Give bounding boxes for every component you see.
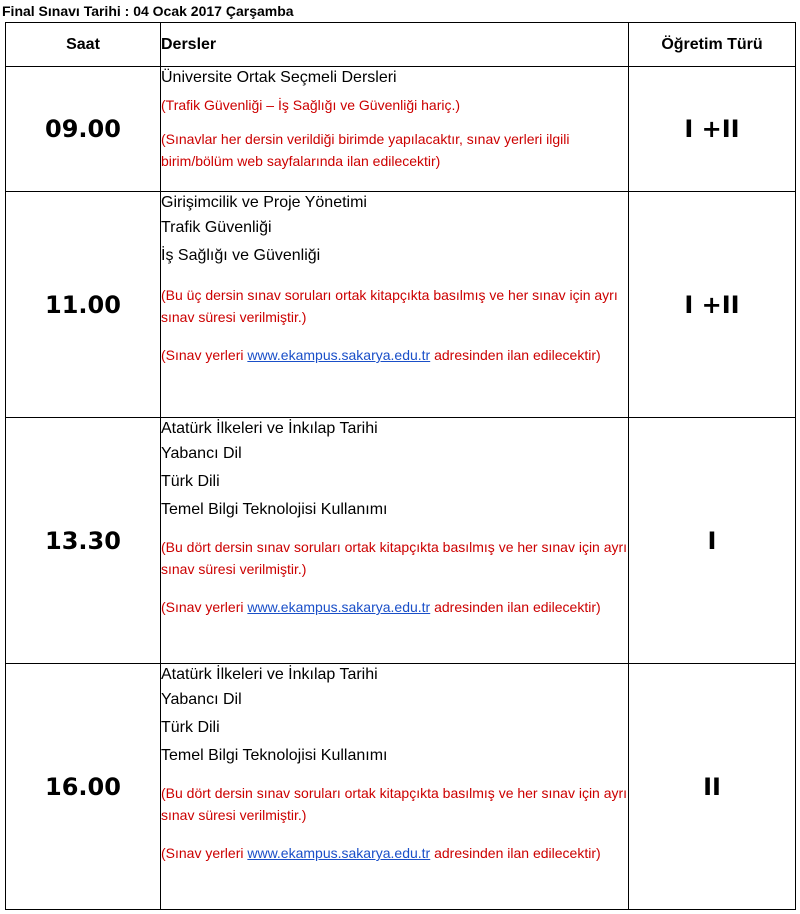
ekampus-link[interactable]: www.ekampus.sakarya.edu.tr bbox=[247, 599, 431, 615]
location-note bbox=[161, 344, 628, 366]
exam-note: (Bu dört dersin sınav soruları ortak kitapçıkta basılmış ve her sınav için ayrı sınav süresi verilmiştir.) bbox=[161, 785, 628, 823]
table-header-row bbox=[6, 23, 796, 67]
row-time: 09.00 bbox=[6, 67, 161, 192]
ekampus-link[interactable]: www.ekampus.sakarya.edu.tr bbox=[247, 347, 431, 363]
header-time: Saat bbox=[6, 23, 161, 67]
exam-note: (Sınavlar her dersin verildiği birimde yapılacaktır, sınav yerleri ilgili birim/bölüm web sayfalarında ilan edilecektir) bbox=[161, 131, 570, 169]
table-row bbox=[6, 664, 796, 910]
course-name: Türk Dili bbox=[161, 473, 220, 490]
row-courses bbox=[161, 192, 629, 418]
row-education-type: I +II bbox=[629, 192, 796, 418]
exam-note: (Bu dört dersin sınav soruları ortak kitapçıkta basılmış ve her sınav için ayrı sınav süresi verilmiştir.) bbox=[161, 539, 628, 577]
row-education-type: II bbox=[629, 664, 796, 910]
exclusion-note: (Trafik Güvenliği – İş Sağlığı ve Güvenliği hariç.) bbox=[161, 97, 461, 113]
course-name: Temel Bilgi Teknolojisi Kullanımı bbox=[161, 747, 388, 764]
course-name: Atatürk İlkeleri ve İnkılap Tarihi bbox=[161, 420, 378, 437]
course-name: Atatürk İlkeleri ve İnkılap Tarihi bbox=[161, 666, 378, 683]
row-time: 11.00 bbox=[6, 192, 161, 418]
course-name: Girişimcilik ve Proje Yönetimi bbox=[161, 194, 367, 211]
row-education-type: I +II bbox=[629, 67, 796, 192]
row-courses bbox=[161, 418, 629, 664]
exam-note: (Bu üç dersin sınav soruları ortak kitapçıkta basılmış ve her sınav için ayrı sınav süresi verilmiştir.) bbox=[161, 287, 618, 325]
course-name: Trafik Güvenliği bbox=[161, 219, 272, 236]
course-name: Yabancı Dil bbox=[161, 691, 242, 708]
ekampus-link[interactable]: www.ekampus.sakarya.edu.tr bbox=[247, 845, 431, 861]
row-time: 16.00 bbox=[6, 664, 161, 910]
table-row bbox=[6, 67, 796, 192]
table-row bbox=[6, 418, 796, 664]
course-name: İş Sağlığı ve Güvenliği bbox=[161, 247, 321, 264]
location-note-prefix: (Sınav yerleri bbox=[161, 347, 248, 363]
header-type: Öğretim Türü bbox=[629, 23, 796, 67]
course-name: Üniversite Ortak Seçmeli Dersleri bbox=[161, 69, 397, 86]
row-courses bbox=[161, 67, 629, 192]
course-name: Yabancı Dil bbox=[161, 445, 242, 462]
course-name: Türk Dili bbox=[161, 719, 220, 736]
location-note-suffix: adresinden ilan edilecektir) bbox=[430, 599, 601, 615]
location-note-prefix: (Sınav yerleri bbox=[161, 845, 248, 861]
exam-schedule-table bbox=[5, 22, 796, 910]
location-note-suffix: adresinden ilan edilecektir) bbox=[430, 347, 601, 363]
course-name: Temel Bilgi Teknolojisi Kullanımı bbox=[161, 501, 388, 518]
row-education-type: I bbox=[629, 418, 796, 664]
page-title: Final Sınavı Tarihi : 04 Ocak 2017 Çarşamba bbox=[2, 3, 294, 19]
location-note-prefix: (Sınav yerleri bbox=[161, 599, 248, 615]
row-time: 13.30 bbox=[6, 418, 161, 664]
location-note-suffix: adresinden ilan edilecektir) bbox=[430, 845, 601, 861]
location-note bbox=[161, 596, 628, 618]
row-courses bbox=[161, 664, 629, 910]
location-note bbox=[161, 842, 628, 864]
table-row bbox=[6, 192, 796, 418]
header-courses: Dersler bbox=[161, 23, 629, 67]
